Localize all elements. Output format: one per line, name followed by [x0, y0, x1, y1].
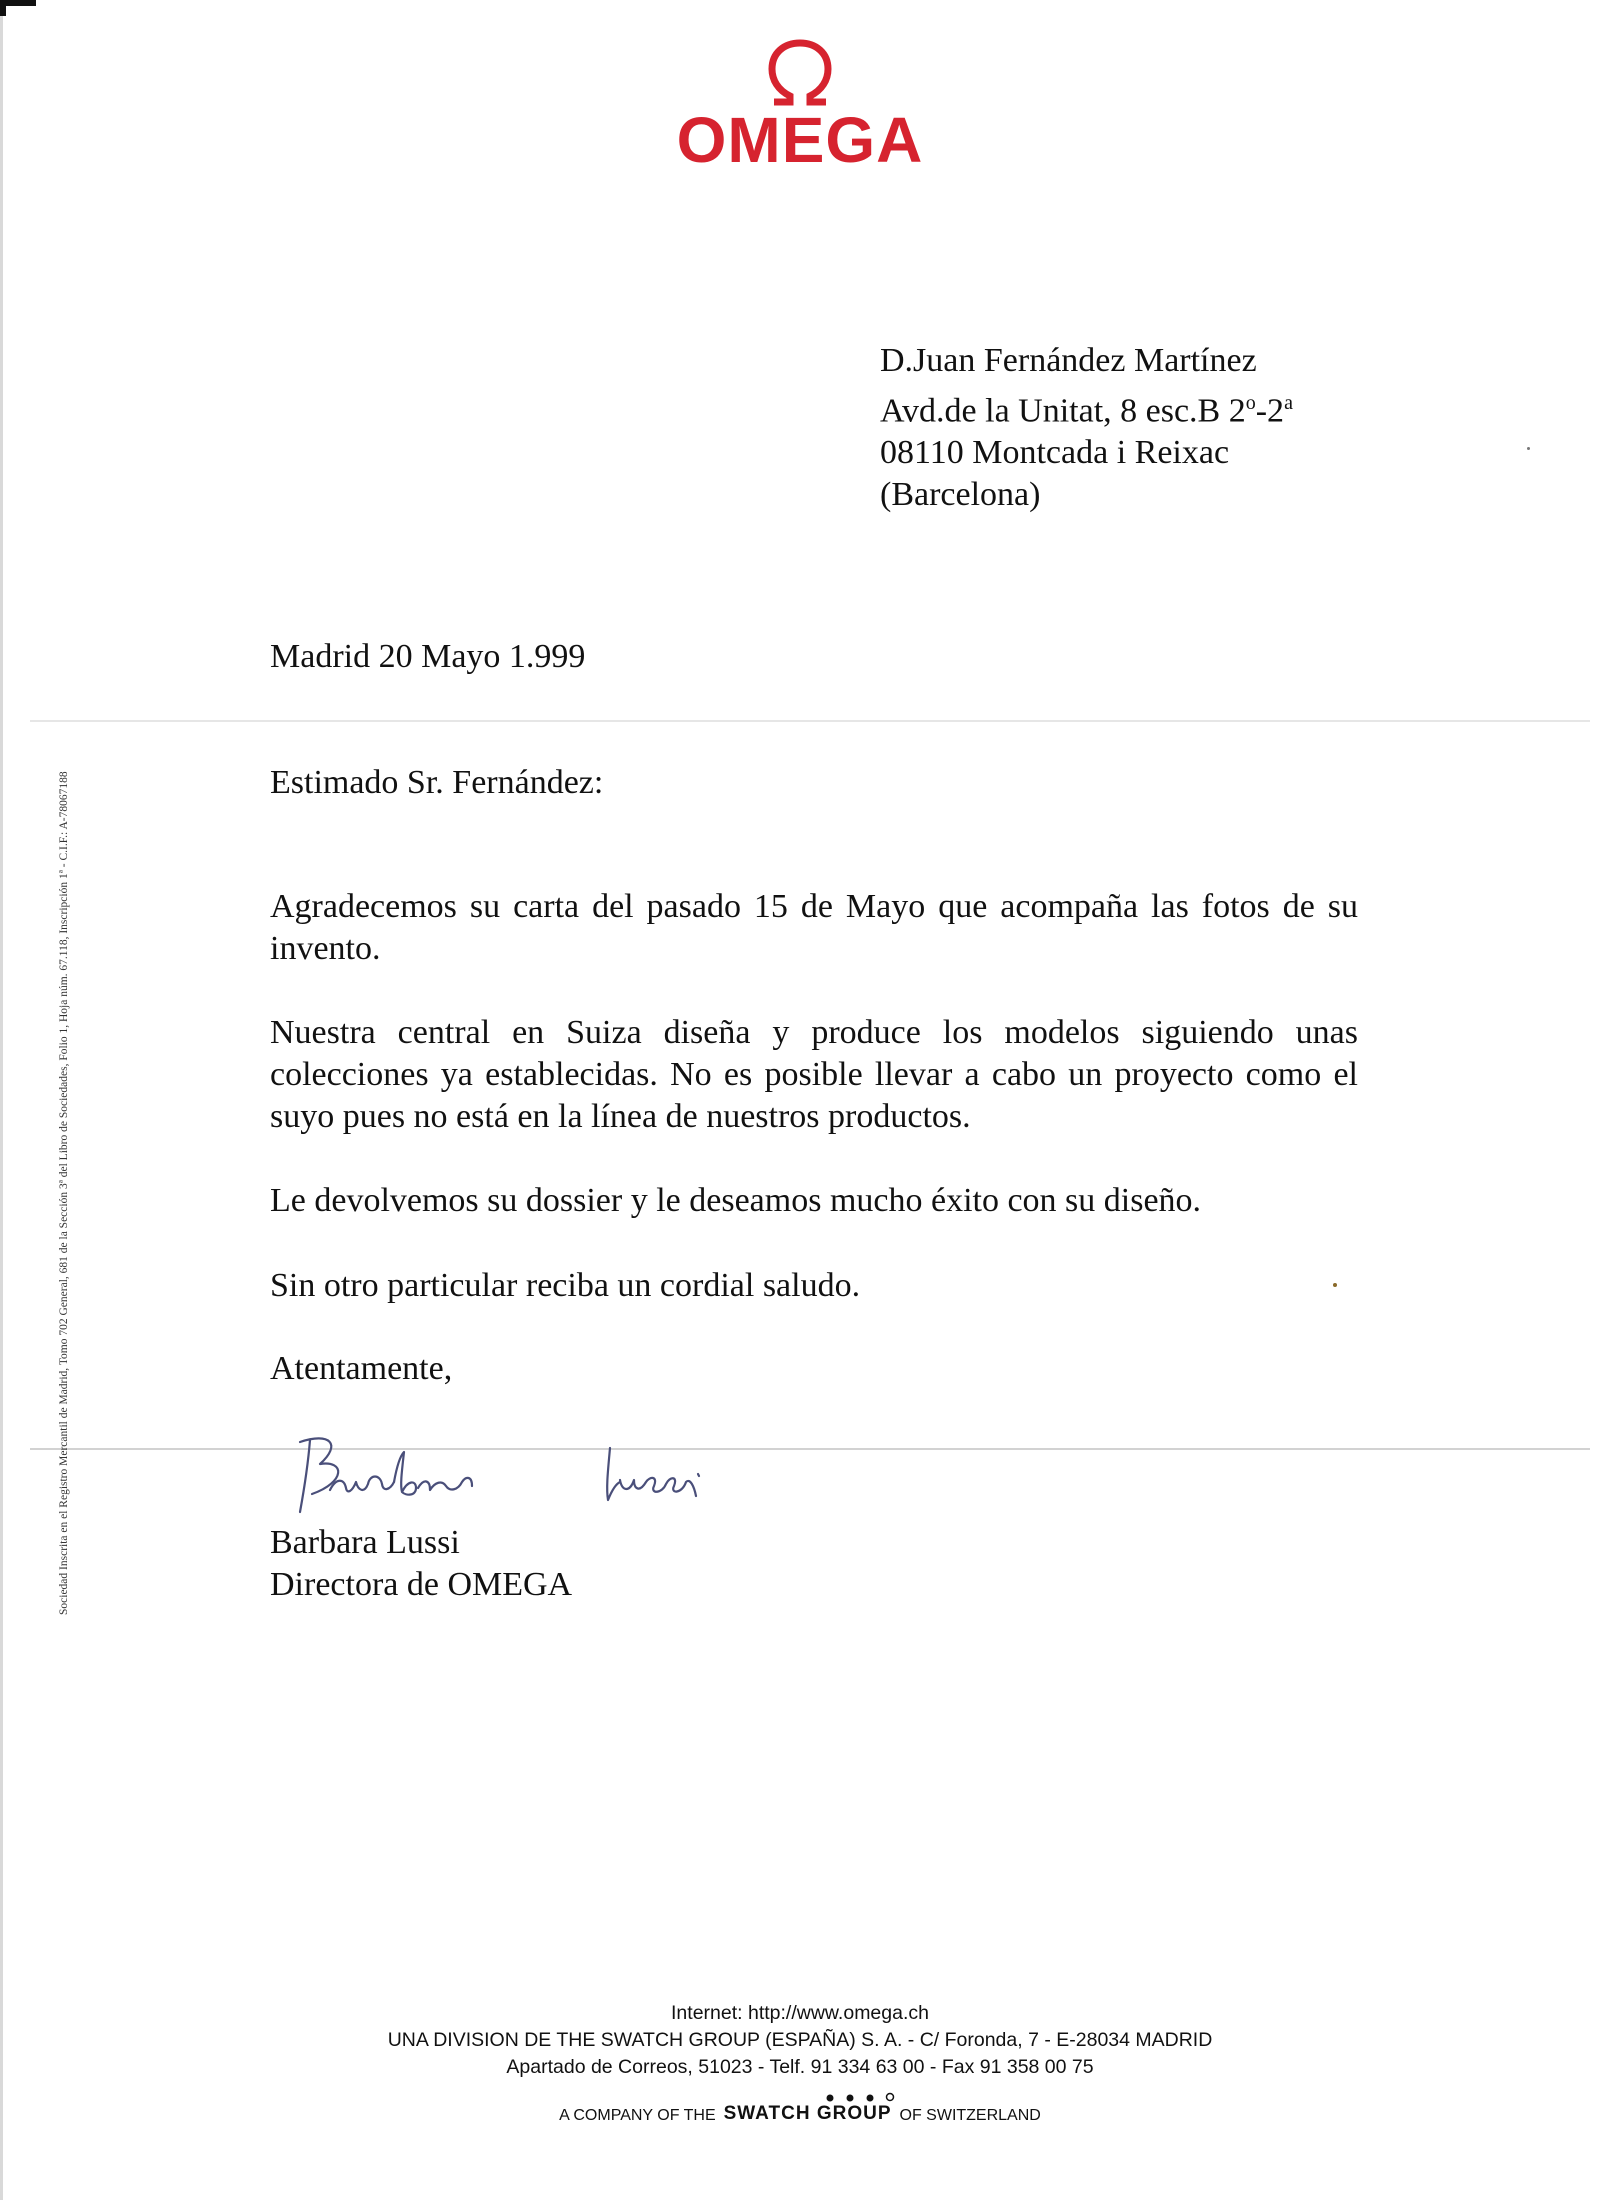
omega-wordmark: OMEGA — [676, 104, 924, 176]
paragraph: Nuestra central en Suiza diseña y produce los modelos siguiendo unas colecciones ya establecidas. No es posible llevar a cabo un proyecto como el suyo pues no está en la línea de nuestros productos. — [270, 1014, 1358, 1135]
footer-contact: Apartado de Correos, 51023 - Telf. 91 334 63 00 - Fax 91 358 00 75 — [506, 2056, 1094, 2078]
handwritten-signature — [290, 1430, 810, 1520]
recipient-street: Avd.de la Unitat, 8 esc.B 2$^o$-2$^a$ — [880, 392, 1293, 430]
fold-line — [30, 1448, 1590, 1450]
paper-speck — [1527, 447, 1530, 450]
omega-logo — [660, 38, 940, 178]
salutation: Estimado Sr. Fernández: — [270, 764, 604, 801]
paper-speck — [1333, 1283, 1337, 1287]
letter-date: Madrid 20 Mayo 1.999 — [270, 638, 586, 675]
fold-line — [30, 720, 1590, 722]
corner-mark — [0, 0, 36, 16]
paragraph: Agradecemos su carta del pasado 15 de Mayo que acompaña las fotos de su invento. — [270, 888, 1358, 967]
recipient-province: (Barcelona) — [880, 476, 1041, 514]
company-suffix: OF SWITZERLAND — [899, 2107, 1041, 2124]
signer-title: Directora de OMEGA — [270, 1566, 573, 1603]
recipient-name: D.Juan Fernández Martínez — [880, 342, 1257, 379]
page-edge — [0, 0, 3, 2200]
company-prefix: A COMPANY OF THE — [559, 2107, 716, 2124]
recipient-address — [880, 340, 1293, 516]
signer-name: Barbara Lussi — [270, 1524, 460, 1561]
paragraph: Le devolvemos su dossier y le deseamos mucho éxito con su diseño. — [270, 1182, 1202, 1219]
registry-notice: Sociedad Inscrita en el Registro Mercantil de Madrid, Tomo 702 General, 681 de la Sección 3ª del Libro de Sociedades, Folio 1, Hoja núm. 67.118, Inscripción 1ª - C.I.F.: A-78067188 — [58, 771, 70, 1615]
closing: Atentamente, — [270, 1350, 453, 1387]
letterhead-footer — [0, 2000, 1600, 2125]
swatch-group-logo: SWATCH GROUP — [724, 2093, 892, 2125]
paragraph: Sin otro particular reciba un cordial saludo. — [270, 1267, 861, 1304]
swatch-dots-icon — [822, 2091, 902, 2103]
omega-symbol-icon — [760, 38, 840, 108]
company-line — [0, 2093, 1600, 2125]
footer-internet: Internet: http://www.omega.ch — [671, 2002, 929, 2024]
signer-block — [270, 1522, 572, 1606]
footer-division: UNA DIVISION DE THE SWATCH GROUP (ESPAÑA) S. A. - C/ Foronda, 7 - E-28034 MADRID — [387, 2029, 1213, 2051]
recipient-city: 08110 Montcada i Reixac — [880, 434, 1230, 472]
